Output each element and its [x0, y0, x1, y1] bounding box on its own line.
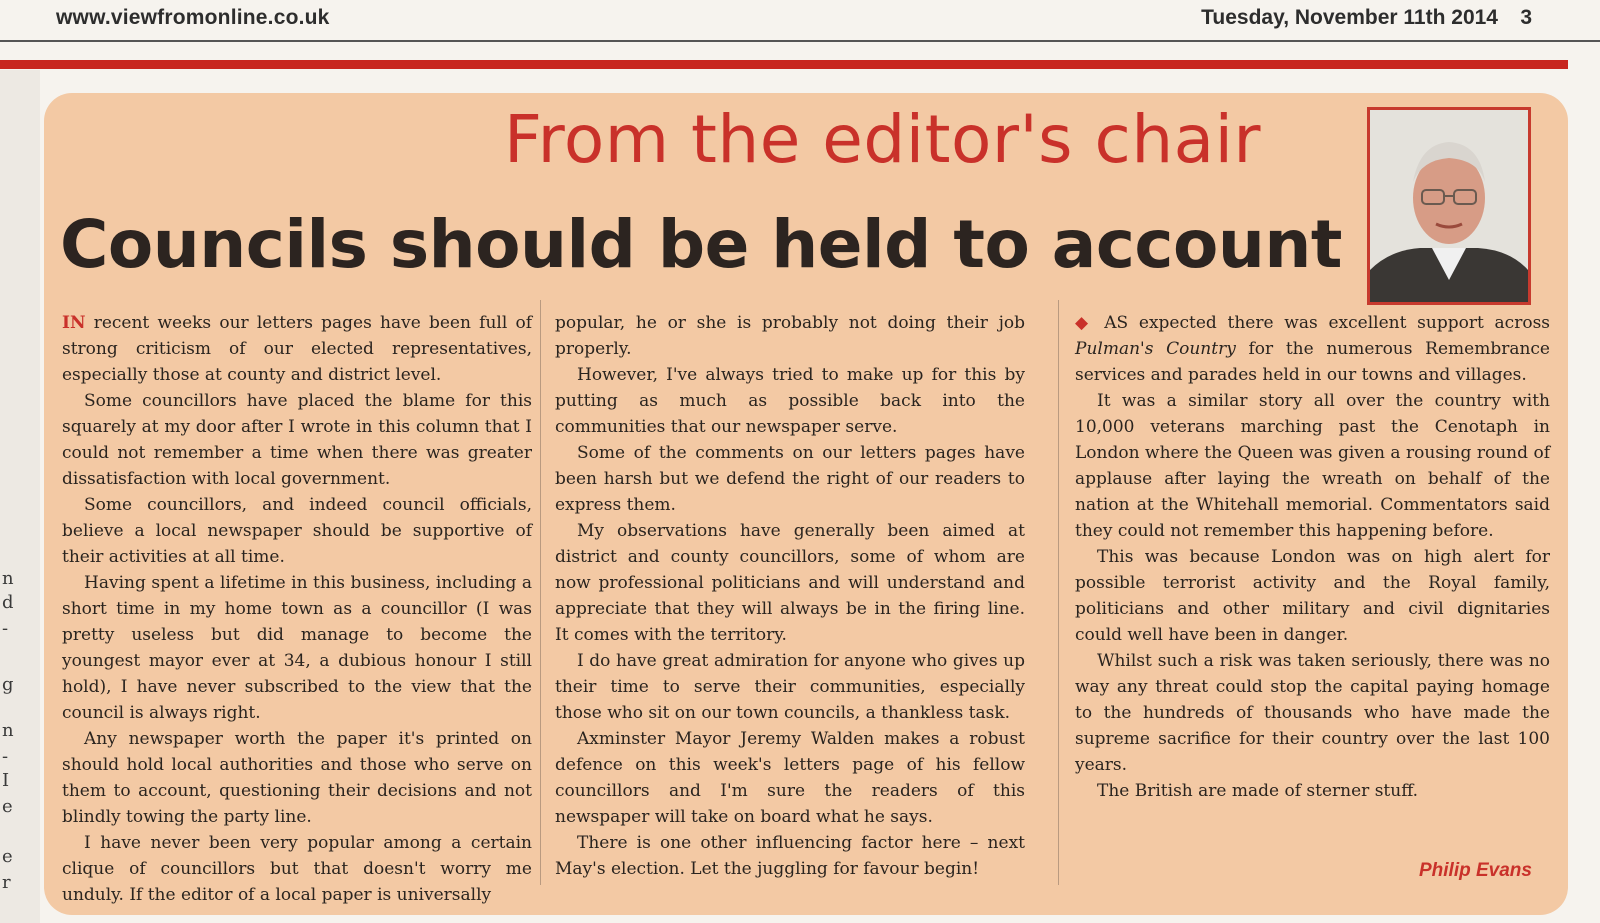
- paragraph: There is one other influencing factor here – next May's election. Let the juggling for favour begin!: [555, 833, 1025, 879]
- paragraph: The British are made of sterner stuff.: [1097, 781, 1419, 801]
- author-signature: Philip Evans: [1419, 860, 1532, 881]
- adjacent-page-gutter: [0, 70, 40, 923]
- paragraph: Some councillors, and indeed council officials, believe a local newspaper should be supportive of their activities at all time.: [62, 495, 532, 567]
- drop-cap: IN: [62, 313, 86, 333]
- paragraph: It was a similar story all over the country with 10,000 veterans marching past the Cenotaph in London where the Queen was given a rousing round of applause after laying the wreath on behalf of the nation at the Whitehall memorial. Commentators said they could not remember this happening before.: [1075, 391, 1550, 541]
- paragraph: However, I've always tried to make up for this by putting as much as possible back into the communities that our newspaper serve.: [555, 365, 1025, 437]
- article-headline: Councils should be held to account: [60, 206, 1342, 283]
- issue-date: Tuesday, November 11th 2014: [1201, 6, 1498, 29]
- paragraph: popular, he or she is probably not doing their job properly.: [555, 313, 1025, 359]
- gutter-fragment: n: [2, 720, 14, 741]
- paragraph: My observations have generally been aimed at district and county councillors, some of whom are now professional politicians and will understand and appreciate that they will always be in the firing line. It comes with the territory.: [555, 521, 1025, 645]
- masthead: [0, 0, 1600, 44]
- column-divider: [1058, 300, 1059, 885]
- gutter-fragment: g: [2, 674, 14, 695]
- gutter-fragment: r: [2, 872, 11, 893]
- column-divider: [540, 300, 541, 885]
- article-column-2: [555, 310, 1025, 882]
- paragraph: Whilst such a risk was taken seriously, there was no way any threat could stop the capital paying homage to the hundreds of thousands who have made the supreme sacrifice for their country over the last 100 years.: [1075, 651, 1550, 775]
- paragraph: This was because London was on high alert for possible terrorist activity and the Royal family, politicians and other military and civil dignitaries could well have been in danger.: [1075, 547, 1550, 645]
- gutter-fragment: n: [2, 568, 14, 589]
- paragraph: Some of the comments on our letters pages have been harsh but we defend the right of our readers to express them.: [555, 443, 1025, 515]
- gutter-fragment: e: [2, 796, 13, 817]
- gutter-fragment: I: [2, 770, 10, 791]
- gutter-fragment: e: [2, 846, 13, 867]
- paragraph: Axminster Mayor Jeremy Walden makes a robust defence on this week's letters page of his fellow councillors and I'm sure the readers of this newspaper will take on board what he says.: [555, 729, 1025, 827]
- gutter-fragment: -: [2, 746, 9, 767]
- paragraph: I have never been very popular among a certain clique of councillors but that doesn't worry me unduly. If the editor of a local paper is universally: [62, 833, 532, 905]
- paragraph: Any newspaper worth the paper it's printed on should hold local authorities and those who serve on them to account, questioning their decisions and not blindly towing the party line.: [62, 729, 532, 827]
- header-rule: [0, 40, 1600, 42]
- article-column-1: [62, 310, 532, 908]
- gutter-fragment: -: [2, 618, 9, 639]
- paragraph: IN recent weeks our letters pages have been full of strong criticism of our elected representatives, especially those at county and district level.: [62, 313, 532, 385]
- article-column-3: [1075, 310, 1550, 804]
- paragraph: ◆ AS expected there was excellent support across Pulman's Country for the numerous Remembrance services and parades held in our towns and villages.: [1075, 313, 1551, 385]
- editor-portrait-icon: [1370, 110, 1528, 302]
- website-url: www.viewfromonline.co.uk: [56, 6, 330, 29]
- page-number: 3: [1520, 6, 1532, 29]
- section-red-bar: [0, 60, 1568, 69]
- column-kicker: From the editor's chair: [504, 101, 1262, 178]
- editor-photo: [1367, 107, 1531, 305]
- paragraph: Some councillors have placed the blame for this squarely at my door after I wrote in this column that I could not remember a time when there was greater dissatisfaction with local government.: [62, 391, 532, 489]
- paragraph: Having spent a lifetime in this business, including a short time in my home town as a councillor (I was pretty useless but did manage to become the youngest mayor ever at 34, a dubious honour I still hold), I have never subscribed to the view that the council is always right.: [62, 573, 532, 723]
- paragraph: I do have great admiration for anyone who gives up their time to serve their communities, especially those who sit on our town councils, a thankless task.: [555, 651, 1025, 723]
- gutter-fragment: d: [2, 592, 14, 613]
- diamond-bullet-icon: ◆: [1075, 313, 1094, 333]
